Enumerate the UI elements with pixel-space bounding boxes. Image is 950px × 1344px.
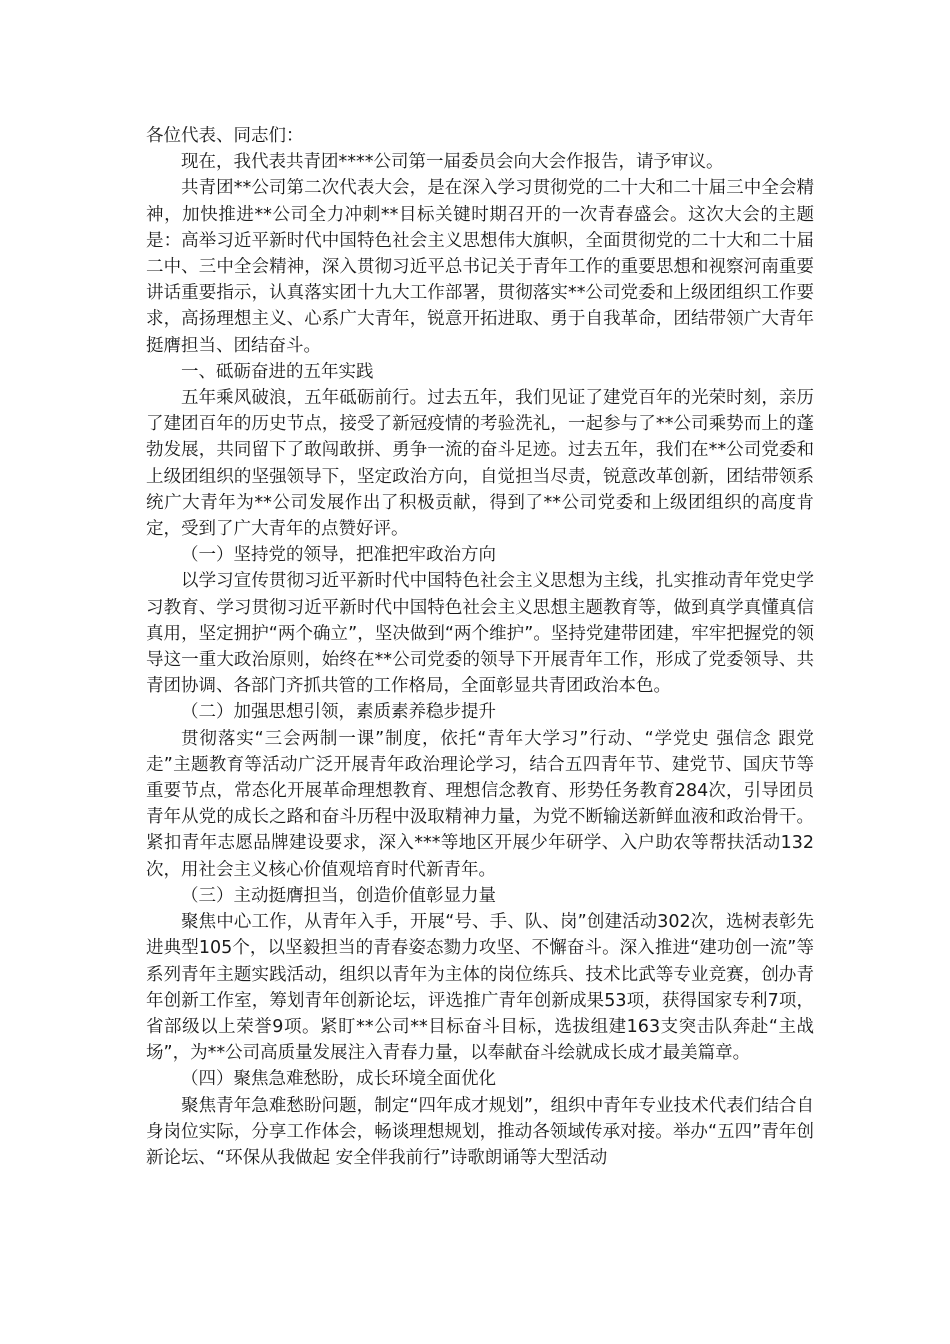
paragraph-congress-theme: 共青团**公司第二次代表大会，是在深入学习贯彻党的二十大和二十届三中全会精神，加快推进**公司全力冲刺**目标关键时期召开的一次青春盛会。这次大会的主题是：高举习近平新时代中国特色社会主义思想伟大旗帜，全面贯彻党的二十大和二十届二中、三中全会精神，深入贯彻习近平总书记关于青年工作的重要思想和视察河南重要讲话重要指示，认真落实团十九大工作部署，贯彻落实**公司党委和上级团组织工作要求，高扬理想主义、心系广大青年，锐意开拓进取、勇于自我革命，团结带领广大青年挺膺担当、团结奋斗。 (146, 178, 814, 356)
paragraph-five-years: 五年乘风破浪，五年砥砺前行。过去五年，我们见证了建党百年的光荣时刻，亲历了建团百年的历史节点，接受了新冠疫情的考验洗礼，一起参与了**公司乘势而上的蓬勃发展，共同留下了敢闯敢拼、勇争一流的奋斗足迹。过去五年，我们在**公司党委和上级团组织的坚强领导下，坚定政治方向，自觉担当尽责，锐意改革创新，团结带领系统广大青年为**公司发展作出了积极贡献，得到了**公司党委和上级团组织的高度肯定，受到了广大青年的点赞好评。 (146, 388, 814, 540)
document-body (146, 123, 814, 1171)
paragraph-growth-environment: 聚焦青年急难愁盼问题，制定“四年成才规划”，组织中青年专业技术代表们结合自身岗位实际，分享工作体会，畅谈理想规划，推动各领域传承对接。举办“五四”青年创新论坛、“环保从我做起 安全伴我前行”诗歌朗诵等大型活动 (146, 1095, 814, 1168)
subheading-2: （二）加强思想引领，素质素养稳步提升 (181, 702, 496, 723)
salutation: 各位代表、同志们： (146, 126, 304, 146)
subheading-3: （三）主动挺膺担当，创造价值彰显力量 (181, 885, 496, 906)
paragraph-party-leadership: 以学习宣传贯彻习近平新时代中国特色社会主义思想为主线，扎实推动青年党史学习教育、学习贯彻习近平新时代中国特色社会主义思想主题教育等，做到真学真懂真信真用，坚定拥护“两个确立”，坚决做到“两个维护”。坚持党建带团建，牢牢把握党的领导这一重大政治原则，始终在**公司党委的领导下开展青年工作，形成了党委领导、共青团协调、各部门齐抓共管的工作格局，全面彰显共青团政治本色。 (146, 571, 814, 697)
paragraph-responsibility: 聚焦中心工作，从青年入手，开展“号、手、队、岗”创建活动302次，选树表彰先进典型105个，以坚毅担当的青春姿态勠力攻坚、不懈奋斗。深入推进“建功创一流”等系列青年主题实践活动，组织以青年为主体的岗位练兵、技术比武等专业竞赛，创办青年创新工作室，筹划青年创新论坛，评选推广青年创新成果53项，获得国家专利7项，省部级以上荣誉9项。紧盯**公司**目标奋斗目标，选拔组建163支突击队奔赴“主战场”，为**公司高质量发展注入青春力量，以奉献奋斗绘就成长成才最美篇章。 (146, 912, 814, 1064)
subheading-1: （一）坚持党的领导，把准把牢政治方向 (181, 545, 496, 566)
subheading-4: （四）聚焦急难愁盼，成长环境全面优化 (181, 1069, 496, 1090)
section-heading-1: 一、砥砺奋进的五年实践 (181, 361, 374, 382)
paragraph-intro: 现在，我代表共青团****公司第一届委员会向大会作报告，请予审议。 (181, 152, 724, 173)
paragraph-ideology: 贯彻落实“三会两制一课”制度，依托“青年大学习”行动、“学党史 强信念 跟党走”主题教育等活动广泛开展青年政治理论学习，结合五四青年节、建党节、国庆节等重要节点，常态化开展革命理想教育、理想信念教育、形势任务教育284次，引导团员青年从党的成长之路和奋斗历程中汲取精神力量，为党不断输送新鲜血液和政治骨干。紧扣青年志愿品牌建设要求，深入***等地区开展少年研学、入户助农等帮扶活动132次，用社会主义核心价值观培育时代新青年。 (146, 728, 814, 880)
